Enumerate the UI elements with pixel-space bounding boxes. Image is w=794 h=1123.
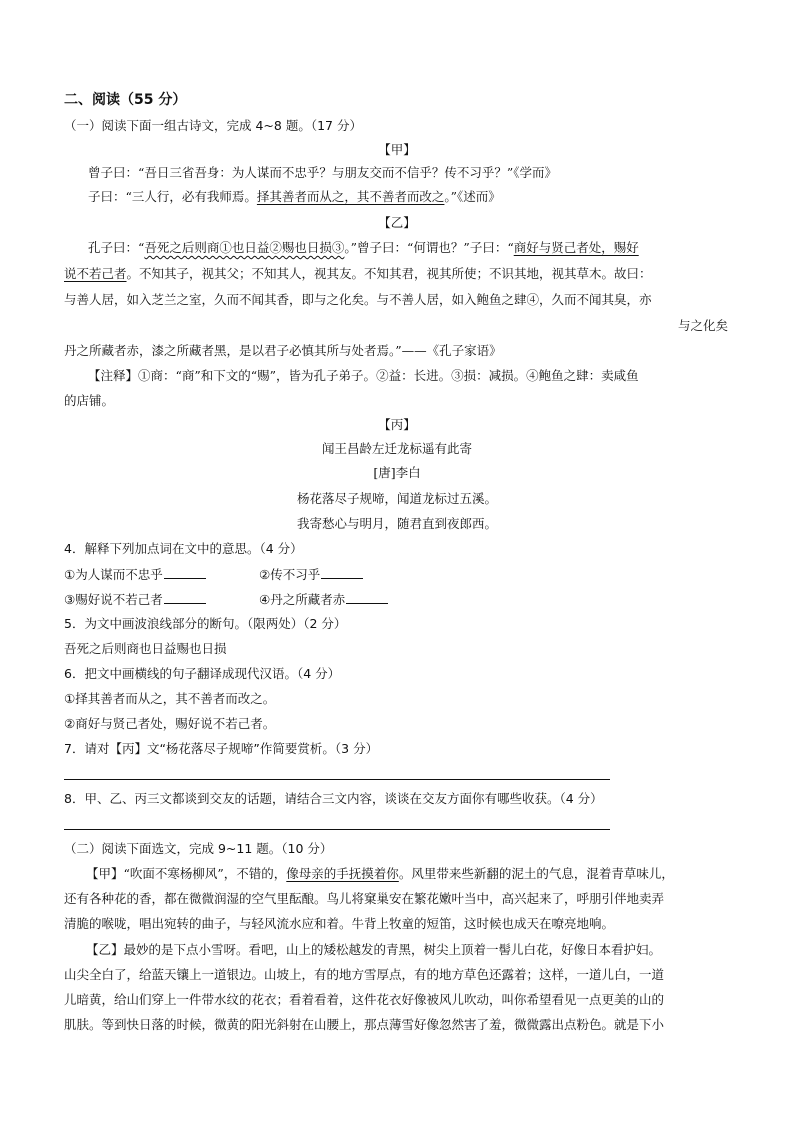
jia-line-2-end: 。”《述而》 xyxy=(444,189,501,204)
yi-note-line-2: 的店铺。 xyxy=(64,393,115,408)
bing-poem-author: [唐]李白 xyxy=(373,465,421,480)
part2-jia-line-1 xyxy=(86,865,674,883)
part2-heading: （二）阅读下面选文，完成 9~11 题。（10 分） xyxy=(64,841,333,856)
part2-jia-line-2: 还有各种花的香，都在微微润湿的空气里酝酿。鸟儿将窠巢安在繁花嫩叶当中，高兴起来了，呼朋引伴地卖弄 xyxy=(64,891,665,906)
question-6-stem: 6．把文中画横线的句子翻译成现代汉语。（4 分） xyxy=(64,666,341,681)
yi-para-line-5: 丹之所藏者赤，漆之所藏者黑，是以君子必慎其所与处者焉。”——《孔子家语》 xyxy=(64,343,502,358)
part2-jia-line-1-start: 【甲】“吹面不寒杨柳风”，不错的， xyxy=(86,866,287,881)
question-6-item-1: ①择其善者而从之，其不善者而改之。 xyxy=(64,691,276,706)
q4-item-3-text: ③赐好说不若己者 xyxy=(64,592,163,607)
jia-underlined-sentence: 择其善者而从之，其不善者而改之 xyxy=(256,189,445,204)
part2-yi-line-4: 肌肤。等到快日落的时候，微黄的阳光斜射在山腰上，那点薄雪好像忽然害了羞，微微露出点粉色。就是下小 xyxy=(64,1017,665,1032)
yi-note-line-1: 【注释】①商：“商”和下文的“赐”，皆为孔子弟子。②益：长进。③损：减损。④鲍鱼之肆：卖咸鱼 xyxy=(88,368,639,383)
part2-yi-line-3: 儿暗黄，给山们穿上一件带水纹的花衣；看着看着，这件花衣好像被风儿吹动，叫你希望看见一点更美的山的 xyxy=(64,992,665,1007)
bing-verse-2: 我寄愁心与明月，随君直到夜郎西。 xyxy=(296,516,497,531)
q4-item-1-text: ①为人谋而不忠乎 xyxy=(64,567,163,582)
q4-item-2-text: ②传不习乎 xyxy=(259,567,321,582)
q4-item-4-blank[interactable] xyxy=(346,591,388,604)
question-7-stem: 7．请对【丙】文“杨花落尽子规啼”作简要赏析。（3 分） xyxy=(64,741,379,756)
question-4-stem: 4．解释下列加点词在文中的意思。（4 分） xyxy=(64,541,303,556)
question-6-item-2: ②商好与贤己者处，赐好说不若己者。 xyxy=(64,716,276,731)
part1-heading: （一）阅读下面一组古诗文，完成 4~8 题。（17 分） xyxy=(64,118,362,133)
q4-item-4-text: ④丹之所藏者赤 xyxy=(259,592,346,607)
yi-para-line-1 xyxy=(88,239,639,257)
part2-jia-line-3: 清脆的喉咙，唱出宛转的曲子，与轻风流水应和着。牛背上牧童的短笛，这时候也成天在嘹亮地响。 xyxy=(64,916,615,931)
bing-poem-title: 闻王昌龄左迁龙标遥有此寄 xyxy=(321,441,472,456)
yi-line-1-start: 孔子曰：“ xyxy=(88,240,145,255)
q4-item-1-blank[interactable] xyxy=(164,566,206,579)
yi-line-1-mid: 。”曾子曰：“何谓也？”子曰：“ xyxy=(344,240,514,255)
part2-jia-line-1-end: 。风里带来些新翻的泥土的气息，混着青草味儿， xyxy=(398,866,674,881)
section-title: 二、阅读（55 分） xyxy=(64,92,187,108)
yi-label: 【乙】 xyxy=(378,215,416,230)
bing-label: 【丙】 xyxy=(378,417,416,432)
q4-item-3-blank[interactable] xyxy=(164,591,206,604)
yi-underlined-sentence-part2: 说不若己者 xyxy=(64,266,127,281)
part2-jia-underlined: 像母亲的手抚摸着你 xyxy=(286,866,399,881)
part2-yi-line-1: 【乙】最妙的是下点小雪呀。看吧，山上的矮松越发的青黑，树尖上顶着一髻儿白花，好像日本看护妇。 xyxy=(86,942,662,957)
yi-underlined-sentence-part1: 商好与贤己者处，赐好 xyxy=(513,240,639,255)
question-4-item-3 xyxy=(64,591,206,609)
question-4-item-1 xyxy=(64,566,206,584)
bing-verse-1: 杨花落尽子规啼，闻道龙标过五溪。 xyxy=(296,491,497,506)
yi-line-2-rest: 。不知其子，视其父；不知其人，视其友。不知其君，视其所使；不识其地，视其草木。故曰： xyxy=(126,266,652,281)
question-7-answer-line[interactable] xyxy=(64,779,610,780)
jia-line-1: 曾子曰：“吾日三省吾身：为人谋而不忠乎？与朋友交而不信乎？传不习乎？”《学而》 xyxy=(88,165,558,180)
jia-line-2-start: 子曰：“三人行，必有我师焉。 xyxy=(88,189,257,204)
yi-para-line-4: 与之化矣 xyxy=(677,318,728,333)
question-8-stem: 8．甲、乙、丙三文都谈到交友的话题，请结合三文内容，谈谈在交友方面你有哪些收获。（4 分） xyxy=(64,791,603,806)
yi-para-line-2 xyxy=(64,265,652,283)
yi-wavy-sentence: 吾死之后则商①也日益②赐也日损③ xyxy=(144,240,345,255)
q4-item-2-blank[interactable] xyxy=(321,566,363,579)
question-4-item-2 xyxy=(259,566,363,584)
yi-para-line-3: 与善人居，如入芝兰之室，久而不闻其香，即与之化矣。与不善人居，如入鲍鱼之肆④，久而不闻其臭，亦 xyxy=(64,292,652,307)
part2-yi-line-2: 山尖全白了，给蓝天镶上一道银边。山坡上，有的地方雪厚点，有的地方草色还露着；这样，一道儿白，一道 xyxy=(64,967,665,982)
question-5-text: 吾死之后则商也日益赐也日损 xyxy=(64,641,227,656)
jia-label: 【甲】 xyxy=(378,142,416,157)
question-4-item-4 xyxy=(259,591,388,609)
question-5-stem: 5．为文中画波浪线部分的断句。（限两处）（2 分） xyxy=(64,616,347,631)
question-8-answer-line[interactable] xyxy=(64,829,610,830)
jia-line-2 xyxy=(88,188,501,206)
